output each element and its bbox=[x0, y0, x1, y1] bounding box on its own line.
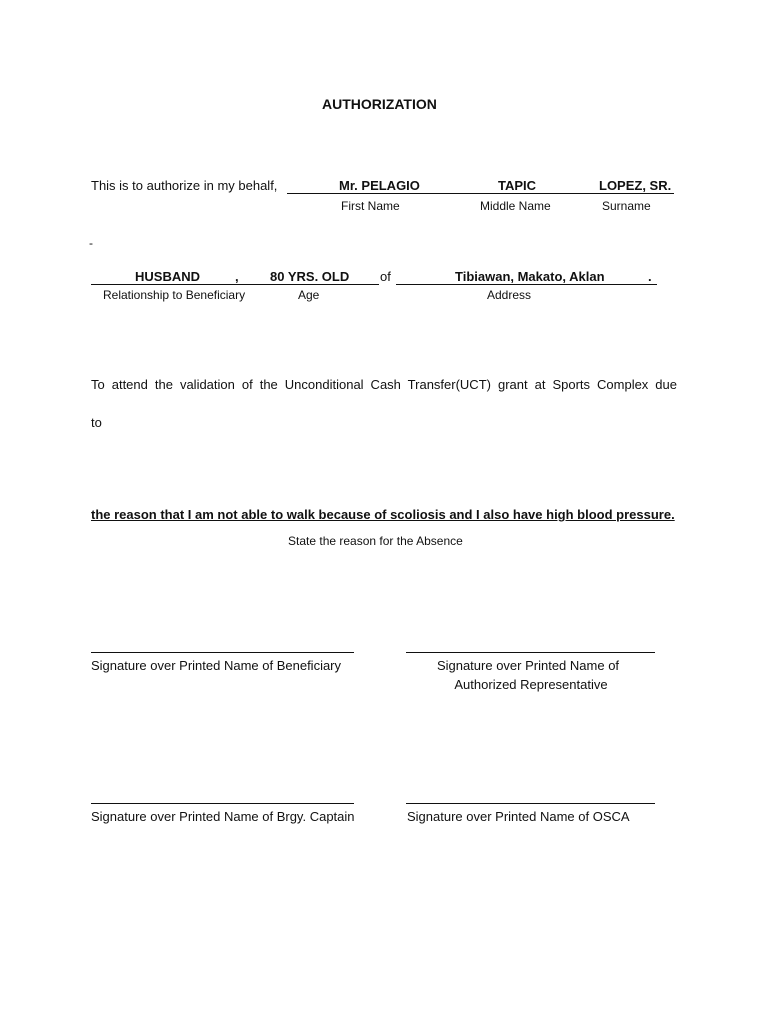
reason-label: State the reason for the Absence bbox=[288, 534, 463, 548]
relationship-label: Relationship to Beneficiary bbox=[103, 288, 246, 302]
age-value: 80 YRS. OLD bbox=[270, 269, 350, 284]
name-underline bbox=[287, 193, 674, 194]
middle-name-value: TAPIC bbox=[498, 178, 537, 193]
intro-text: This is to authorize in my behalf, bbox=[91, 178, 278, 193]
first-name-value: Mr. PELAGIO bbox=[339, 178, 420, 193]
representative-signature-line bbox=[406, 652, 655, 653]
address-label: Address bbox=[487, 288, 532, 302]
relationship-underline bbox=[91, 284, 267, 285]
age-underline bbox=[265, 284, 379, 285]
representative-signature-label-line2: Authorized Representative bbox=[454, 677, 608, 692]
surname-value: LOPEZ, SR. bbox=[599, 178, 672, 193]
relationship-value: HUSBAND bbox=[135, 269, 200, 284]
beneficiary-signature-label: Signature over Printed Name of Beneficiary bbox=[91, 658, 342, 673]
address-value: Tibiawan, Makato, Aklan bbox=[455, 269, 605, 284]
purpose-line-2: to bbox=[91, 415, 102, 430]
stray-mark: - bbox=[89, 236, 93, 250]
of-text: of bbox=[380, 269, 391, 284]
osca-signature-line bbox=[406, 803, 655, 804]
surname-label: Surname bbox=[602, 199, 651, 213]
beneficiary-signature-line bbox=[91, 652, 354, 653]
osca-signature-label: Signature over Printed Name of OSCA bbox=[407, 809, 630, 824]
representative-signature-label-line1: Signature over Printed Name of bbox=[436, 658, 620, 673]
captain-signature-line bbox=[91, 803, 354, 804]
reason-text: the reason that I am not able to walk because of scoliosis and I also have high blood pressure. bbox=[91, 507, 675, 522]
address-underline bbox=[396, 284, 657, 285]
captain-signature-label: Signature over Printed Name of Brgy. Captain bbox=[91, 809, 355, 824]
relationship-comma: , bbox=[235, 269, 239, 284]
purpose-line-1: To attend the validation of the Unconditional Cash Transfer(UCT) grant at Sports Complex due bbox=[91, 377, 677, 392]
first-name-label: First Name bbox=[341, 199, 400, 213]
document-title: AUTHORIZATION bbox=[322, 96, 437, 112]
middle-name-label: Middle Name bbox=[480, 199, 551, 213]
age-label: Age bbox=[298, 288, 320, 302]
address-period: . bbox=[648, 269, 652, 284]
